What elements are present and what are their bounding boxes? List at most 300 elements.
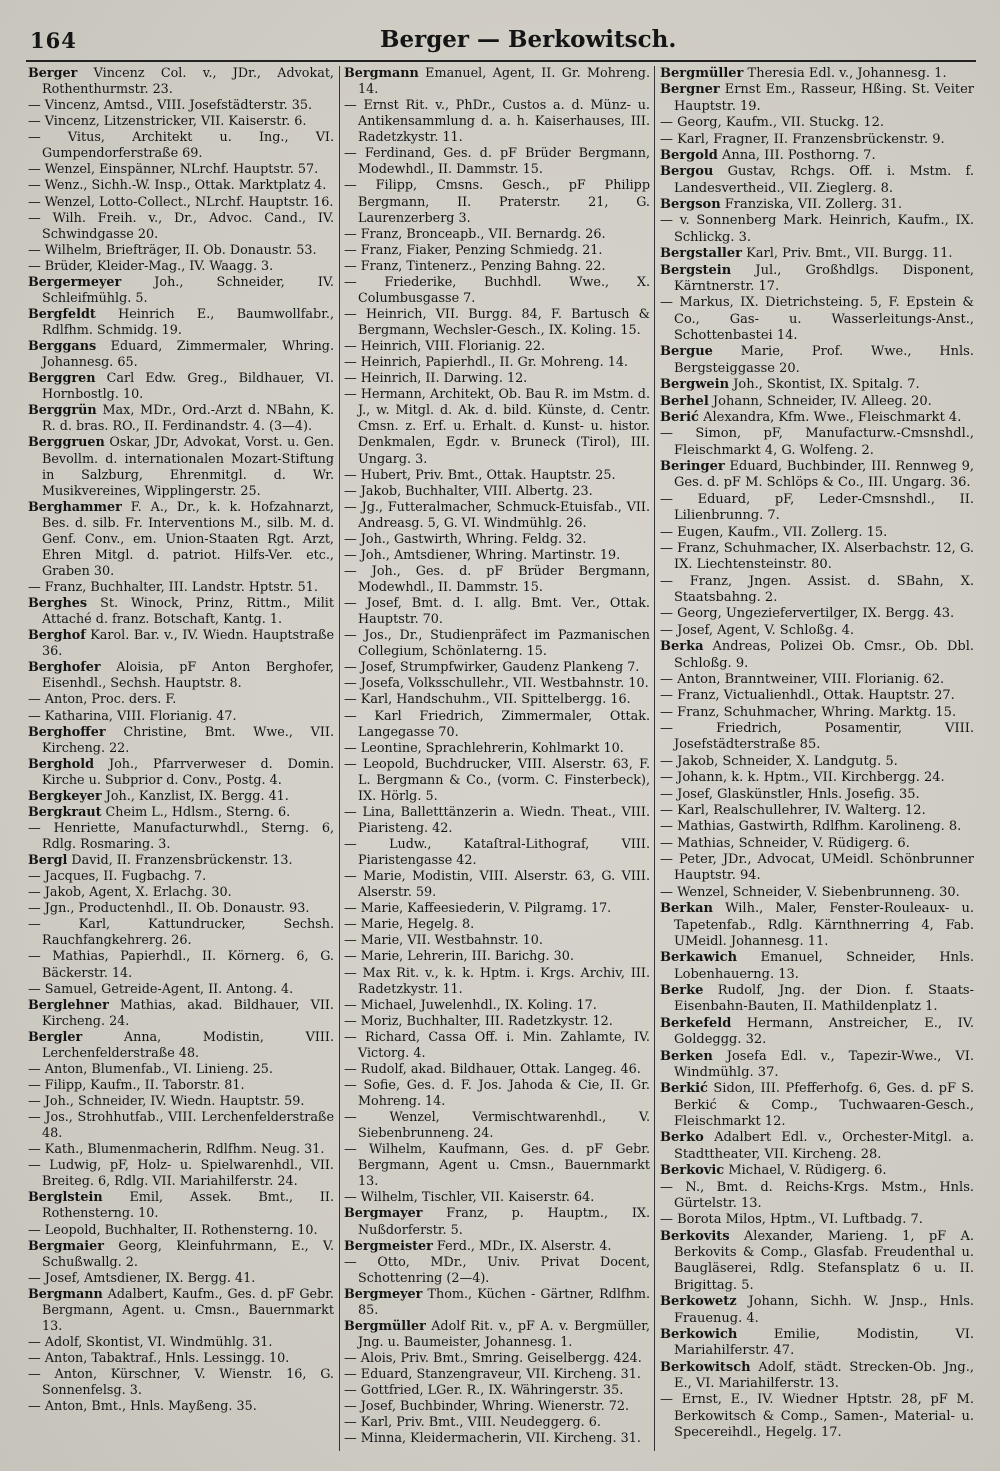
entry-details: — Sofie, Ges. d. F. Jos. Jahoda & Cie, II. Gr. Mohreng. 14.	[344, 1077, 650, 1109]
directory-entry	[660, 263, 974, 296]
directory-columns	[28, 66, 978, 1451]
entry-details: Georg, Kleinfuhrmann, E., V. Schußwallg. 2.	[42, 1238, 334, 1270]
directory-entry	[28, 1271, 334, 1287]
entry-surname: Berkawich	[660, 950, 738, 966]
directory-entry	[28, 660, 334, 692]
entry-details: — Karl, Priv. Bmt., VIII. Neudeggerg. 6.	[344, 1415, 601, 1431]
entry-surname: Berkowetz	[660, 1294, 737, 1310]
entry-surname: Bergkraut	[28, 804, 102, 820]
entry-details: Sidon, III. Pfefferhofg. 6, Ges. d. pF S. Berkić & Comp., Tuchwaaren-Gesch., Fleischmarkt 12.	[674, 1081, 974, 1129]
entry-details: — Marie, VII. Westbahnstr. 10.	[344, 933, 543, 949]
directory-entry	[660, 197, 974, 213]
directory-entry	[28, 307, 334, 339]
entry-details: Carl Edw. Greg., Bildhauer, VI. Hornbostlg. 10.	[42, 371, 334, 403]
directory-entry	[660, 344, 974, 377]
directory-entry	[28, 1351, 334, 1367]
directory-entry	[28, 195, 334, 211]
directory-entry	[344, 339, 650, 355]
directory-entry	[344, 355, 650, 371]
entry-details: — Borota Milos, Hptm., VI. Luftbadg. 7.	[660, 1212, 923, 1228]
directory-entry	[28, 500, 334, 580]
directory-entry	[344, 275, 650, 307]
directory-entry	[660, 688, 974, 704]
directory-entry	[28, 1190, 334, 1222]
entry-details: Emanuel, Schneider, Hnls. Lobenhauerng. 13.	[674, 950, 974, 982]
page-number: 164	[30, 28, 77, 53]
entry-details: — Josefa, Volksschullehr., VII. Westbahnstr. 10.	[344, 676, 649, 692]
directory-entry	[344, 1287, 650, 1319]
entry-details: — Jakob, Buchhalter, VIII. Albertg. 23.	[344, 483, 593, 499]
directory-entry	[344, 548, 650, 564]
directory-entry	[28, 1335, 334, 1351]
directory-entry	[344, 709, 650, 741]
entry-details: — Gottfried, LGer. R., IX. Währingerstr. 35.	[344, 1383, 624, 1399]
column-divider	[654, 66, 655, 1451]
directory-entry	[344, 1030, 650, 1062]
entry-details: Michael, V. Rüdigerg. 6.	[724, 1163, 887, 1179]
directory-entry	[660, 787, 974, 803]
running-head: Berger — Berkowitsch.	[380, 26, 677, 53]
entry-details: — N., Bmt. d. Reichs-Krgs. Mstm., Hnls. Gürtelstr. 13.	[660, 1179, 974, 1211]
directory-entry	[660, 1392, 974, 1441]
entry-details: — Heinrich, Papierhdl., II. Gr. Mohreng. 14.	[344, 355, 628, 371]
directory-entry	[28, 1239, 334, 1271]
entry-details: Adalbert, Kaufm., Ges. d. pF Gebr. Bergmann, Agent. u. Cmsn., Bauernmarkt 13.	[42, 1286, 334, 1334]
entry-details: — Karl, Kattundrucker, Sechsh. Rauchfangkehrerg. 26.	[28, 917, 334, 949]
directory-entry	[344, 1431, 650, 1447]
directory-entry	[344, 1367, 650, 1383]
directory-entry	[344, 628, 650, 660]
directory-entry	[660, 1081, 974, 1130]
entry-details: — Wenzel, Schneider, V. Siebenbrunneng. 30.	[660, 884, 960, 900]
directory-entry	[660, 574, 974, 607]
entry-details: — Vincenz, Amtsd., VIII. Josefstädterstr. 35.	[28, 98, 313, 114]
entry-surname: Bergou	[660, 164, 714, 180]
directory-entry	[344, 1190, 650, 1206]
entry-details: Max, MDr., Ord.-Arzt d. NBahn, K. R. d. bras. RO., II. Ferdinandstr. 4. (3—4).	[42, 403, 334, 435]
header-rule	[26, 60, 976, 62]
directory-entry	[344, 1255, 650, 1287]
entry-details: — Jgn., Productenhdl., II. Ob. Donaustr. 93.	[28, 901, 310, 917]
directory-entry	[344, 307, 650, 339]
entry-details: St. Winock, Prinz, Rittm., Milit Attaché d. franz. Botschaft, Kantg. 1.	[42, 596, 334, 628]
entry-surname: Bergler	[28, 1029, 83, 1045]
directory-entry	[660, 803, 974, 819]
entry-details: Alexander, Marieng. 1, pF A. Berkovits & Comp., Glasfab. Freudenthal u. Baugläserei, Rdlg. Stefansplatz 6 u. II. Brigittag. 5.	[674, 1228, 974, 1293]
entry-details: — Ernst Rit. v., PhDr., Custos a. d. Münz- u. Antikensammlung d. a. h. Kaiserhauses, III. Radetzkystr. 11.	[344, 98, 650, 146]
entry-details: — Michael, Juwelenhdl., IX. Koling. 17.	[344, 997, 597, 1013]
entry-surname: Bergermeyer	[28, 274, 122, 290]
entry-surname: Berghof	[28, 628, 86, 644]
entry-details: — Wilhelm, Tischler, VII. Kaiserstr. 64.	[344, 1190, 595, 1206]
entry-details: — Josef, Amtsdiener, IX. Bergg. 41.	[28, 1270, 256, 1286]
directory-entry	[28, 628, 334, 660]
entry-surname: Berghofer	[28, 660, 101, 676]
entry-details: Hermann, Anstreicher, E., IV. Goldeggg. 32.	[674, 1015, 974, 1048]
entry-details: — Anton, Blumenfab., VI. Linieng. 25.	[28, 1061, 273, 1077]
entry-details: Thom., Küchen - Gärtner, Rdlfhm. 85.	[358, 1286, 650, 1318]
entry-details: — Anton, Bmt., Hnls. Mayßeng. 35.	[28, 1399, 257, 1415]
directory-entry	[28, 130, 334, 162]
entry-details: — Wilhelm, Briefträger, II. Ob. Donaustr. 53.	[28, 242, 317, 258]
entry-details: — Marie, Modistin, VIII. Alserstr. 63, G. VIII. Alserstr. 59.	[344, 869, 650, 901]
directory-entry	[344, 1239, 650, 1255]
directory-entry	[344, 564, 650, 596]
entry-details: — Brüder, Kleider-Mag., IV. Waagg. 3.	[28, 258, 274, 274]
directory-entry	[660, 66, 974, 82]
entry-details: — Jakob, Agent, X. Erlachg. 30.	[28, 885, 232, 901]
entry-details: Theresia Edl. v., Johannesg. 1.	[743, 66, 947, 81]
entry-surname: Berggans	[28, 339, 97, 355]
entry-details: — Ernst, E., IV. Wiedner Hptstr. 28, pF M. Berkowitsch & Comp., Samen-, Material- u. Specereihdl., Hegelg. 17.	[660, 1392, 974, 1441]
directory-entry	[660, 246, 974, 262]
entry-details: — Heinrich, VII. Burgg. 84, F. Bartusch & Bergmann, Wechsler-Gesch., IX. Koling. 15.	[344, 306, 650, 338]
directory-entry	[660, 148, 974, 164]
directory-entry	[660, 983, 974, 1016]
directory-entry	[344, 1110, 650, 1142]
entry-details: Ferd., MDr., IX. Alserstr. 4.	[432, 1238, 612, 1254]
entry-details: — Karl, Handschuhm., VII. Spittelbergg. 16.	[344, 692, 631, 708]
entry-details: — Mathias, Gastwirth, Rdlfhm. Karolineng. 8.	[660, 819, 962, 835]
column-3	[660, 66, 974, 1451]
directory-entry	[344, 66, 650, 98]
page-header	[0, 22, 1000, 62]
entry-surname: Bergner	[660, 82, 720, 98]
entry-details: Cheim L., Hdlsm., Sterng. 6.	[101, 804, 291, 820]
entry-surname: Berhel	[660, 393, 709, 409]
directory-entry	[660, 1016, 974, 1049]
entry-details: — Rudolf, akad. Bildhauer, Ottak. Langeg. 46.	[344, 1061, 641, 1077]
directory-entry	[344, 371, 650, 387]
directory-entry	[660, 1130, 974, 1163]
entry-details: — Eduard, Stanzengraveur, VII. Kircheng. 31.	[344, 1367, 641, 1383]
directory-entry	[344, 998, 650, 1014]
entry-surname: Bergstein	[660, 262, 732, 278]
directory-entry	[660, 852, 974, 885]
entry-details: — Jg., Futteralmacher, Schmuck-Etuisfab., VII. Andreasg. 5, G. VI. Windmühlg. 26.	[344, 499, 650, 531]
directory-entry	[660, 672, 974, 688]
directory-entry	[344, 1142, 650, 1190]
entry-details: Emanuel, Agent, II. Gr. Mohreng. 14.	[358, 66, 650, 98]
directory-entry	[28, 114, 334, 130]
entry-details: — Ludw., Kataſtral-Lithograf, VIII. Piaristengasse 42.	[344, 837, 650, 869]
entry-details: Rudolf, Jng. der Dion. f. Staats-Eisenbahn-Bauten, II. Mathildenplatz 1.	[674, 983, 974, 1015]
entry-details: — Friedrich, Posamentir, VIII. Josefstädterstraße 85.	[660, 721, 974, 753]
entry-details: — Anton, Tabaktraf., Hnls. Lessingg. 10.	[28, 1351, 290, 1366]
directory-entry	[344, 966, 650, 998]
entry-surname: Berka	[660, 639, 704, 655]
directory-entry	[660, 459, 974, 492]
entry-details: — Jos., Dr., Studienpräfect im Pazmanischen Collegium, Schönlaterng. 15.	[344, 628, 650, 660]
entry-surname: Berke	[660, 983, 704, 998]
entry-surname: Berghoffer	[28, 724, 106, 740]
entry-details: Aloisia, pF Anton Berghofer, Eisenhdl., Sechsh. Hauptstr. 8.	[42, 660, 334, 692]
directory-entry	[344, 837, 650, 869]
directory-entry	[28, 869, 334, 885]
directory-entry	[28, 805, 334, 821]
directory-entry	[660, 492, 974, 525]
directory-entry	[28, 725, 334, 757]
directory-entry	[28, 403, 334, 435]
entry-surname: Berghammer	[28, 499, 122, 515]
entry-details: — Josef, Agent, V. Schloßg. 4.	[660, 622, 855, 638]
entry-details: — Marie, Hegelg. 8.	[344, 917, 475, 933]
entry-details: — Hubert, Priv. Bmt., Ottak. Hauptstr. 25.	[344, 467, 616, 483]
entry-details: — Franz, Jngen. Assist. d. SBahn, X. Staatsbahng. 2.	[660, 573, 974, 605]
directory-entry	[28, 949, 334, 981]
entry-surname: Berkowich	[660, 1326, 738, 1342]
entry-details: Adalbert Edl. v., Orchester-Mitgl. a. Stadttheater, VII. Kircheng. 28.	[674, 1130, 974, 1162]
entry-surname: Bergue	[660, 344, 713, 360]
column-1	[28, 66, 334, 1451]
entry-details: — Anton, Proc. ders. F.	[28, 692, 177, 708]
directory-entry	[28, 1062, 334, 1078]
directory-entry	[344, 146, 650, 178]
entry-details: — Max Rit. v., k. k. Hptm. i. Krgs. Archiv, III. Radetzkystr. 11.	[344, 965, 650, 997]
directory-entry	[28, 435, 334, 499]
entry-surname: Bergstaller	[660, 246, 742, 262]
directory-entry	[660, 623, 974, 639]
directory-entry	[344, 949, 650, 965]
directory-entry	[344, 243, 650, 259]
entry-surname: Bergmann	[28, 1286, 103, 1302]
directory-entry	[660, 819, 974, 835]
directory-entry	[344, 532, 650, 548]
directory-entry	[28, 275, 334, 307]
directory-entry	[660, 426, 974, 459]
entry-surname: Berkan	[660, 901, 713, 917]
directory-entry	[660, 754, 974, 770]
entry-details: Franziska, VII. Zollerg. 31.	[720, 197, 902, 212]
entry-details: Johann, Schneider, IV. Alleeg. 20.	[708, 393, 932, 409]
directory-entry	[28, 1110, 334, 1142]
directory-entry	[660, 950, 974, 983]
directory-entry	[344, 869, 650, 901]
entry-details: — Richard, Cassa Off. i. Min. Zahlamte, IV. Victorg. 4.	[344, 1029, 650, 1061]
entry-details: — Josef, Strumpfwirker, Gaudenz Plankeng 7.	[344, 660, 640, 676]
entry-details: — Adolf, Skontist, VI. Windmühlg. 31.	[28, 1334, 273, 1350]
directory-entry	[28, 1142, 334, 1158]
directory-entry	[28, 1367, 334, 1399]
entry-details: — Mathias, Papierhdl., II. Körnerg. 6, G. Bäckerstr. 14.	[28, 949, 334, 981]
directory-entry	[344, 917, 650, 933]
directory-entry	[660, 1327, 974, 1360]
entry-details: Mathias, akad. Bildhauer, VII. Kircheng. 24.	[42, 997, 334, 1029]
directory-entry	[344, 1319, 650, 1351]
entry-details: Joh., Pfarrverweser d. Domin. Kirche u. Subprior d. Conv., Postg. 4.	[42, 756, 334, 788]
entry-details: Eduard, Zimmermaler, Whring. Johannesg. 65.	[42, 339, 334, 371]
entry-details: Anna, III. Posthorng. 7.	[717, 147, 876, 163]
directory-entry	[660, 1180, 974, 1213]
directory-entry	[28, 1223, 334, 1239]
directory-entry	[660, 541, 974, 574]
entry-details: — Alois, Priv. Bmt., Smring. Geiselbergg. 424.	[344, 1351, 642, 1366]
directory-entry	[28, 789, 334, 805]
directory-entry	[28, 98, 334, 114]
entry-details: — Wilh. Freih. v., Dr., Advoc. Cand., IV. Schwindgasse 20.	[28, 210, 334, 242]
entry-details: — Mathias, Schneider, V. Rüdigerg. 6.	[660, 835, 910, 851]
entry-details: — Karl, Fragner, II. Franzensbrückenstr. 9.	[660, 131, 945, 147]
entry-details: — Jakob, Schneider, X. Landgutg. 5.	[660, 753, 898, 769]
entry-details: — Georg, Kaufm., VII. Stuckg. 12.	[660, 115, 885, 131]
entry-surname: Bergold	[660, 147, 718, 163]
entry-details: — Franz, Schuhmacher, Whring. Marktg. 15.	[660, 704, 957, 720]
directory-entry	[28, 211, 334, 243]
entry-details: Christine, Bmt. Wwe., VII. Kircheng. 22.	[42, 724, 334, 756]
directory-entry	[28, 178, 334, 194]
entry-details: Adolf, städt. Strecken-Ob. Jng., E., VI. Mariahilferstr. 13.	[674, 1359, 974, 1391]
column-2	[344, 66, 650, 1451]
entry-surname: Berggren	[28, 371, 96, 387]
entry-details: — Jos., Strohhutfab., VIII. Lerchenfelderstraße 48.	[28, 1110, 334, 1142]
entry-details: — Lina, Balletttänzerin a. Wiedn. Theat., VIII. Piaristeng. 42.	[344, 804, 650, 836]
entry-surname: Berggruen	[28, 435, 105, 451]
directory-entry	[28, 853, 334, 869]
entry-details: — Franz, Fiaker, Penzing Schmiedg. 21.	[344, 242, 603, 258]
entry-details: — Joh., Ges. d. pF Brüder Bergmann, Modewhdl., II. Dammstr. 15.	[344, 563, 650, 595]
entry-surname: Berger	[28, 66, 78, 81]
entry-details: — v. Sonnenberg Mark. Heinrich, Kaufm., IX. Schlickg. 3.	[660, 213, 974, 245]
entry-details: — Vincenz, Litzenstricker, VII. Kaiserstr. 6.	[28, 114, 307, 130]
entry-details: — Moriz, Buchhalter, III. Radetzkystr. 12.	[344, 1013, 613, 1029]
entry-details: — Eduard, pF, Leder-Cmsnshdl., II. Lilienbrunng. 7.	[660, 491, 974, 524]
directory-entry	[660, 1229, 974, 1295]
entry-surname: Bergmüller	[660, 66, 744, 81]
entry-details: Adolf Rit. v., pF A. v. Bergmüller, Jng. u. Baumeister, Johannesg. 1.	[358, 1318, 650, 1350]
entry-details: — Wilhelm, Kaufmann, Ges. d. pF Gebr. Bergmann, Agent u. Cmsn., Bauernmarkt 13.	[344, 1142, 650, 1190]
directory-entry	[344, 1415, 650, 1431]
entry-details: — Franz, Buchhalter, III. Landstr. Hptstr. 51.	[28, 580, 318, 595]
entry-details: — Anton, Kürschner, V. Wienstr. 16, G. Sonnenfelsg. 3.	[28, 1367, 334, 1399]
entry-details: — Markus, IX. Dietrichsteing. 5, F. Epstein & Co., Gas- u. Wasserleitungs-Anst., Schottenbastei 14.	[660, 295, 974, 343]
entry-details: — Filipp, Cmsns. Gesch., pF Philipp Bergmann, II. Praterstr. 21, G. Laurenzerberg 3.	[344, 178, 650, 226]
directory-entry	[660, 770, 974, 786]
entry-details: — Leopold, Buchhalter, II. Rothensterng. 10.	[28, 1222, 318, 1238]
directory-entry	[660, 705, 974, 721]
directory-entry	[28, 709, 334, 725]
entry-details: David, II. Franzensbrückenstr. 13.	[67, 853, 293, 869]
entry-details: Eduard, Buchbinder, III. Rennweg 9, Ges. d. pF M. Schlöps & Co., III. Ungarg. 36.	[674, 459, 974, 491]
entry-details: Marie, Prof. Wwe., Hnls. Bergsteiggasse 20.	[674, 344, 974, 376]
entry-details: — Samuel, Getreide-Agent, II. Antong. 4.	[28, 981, 294, 997]
entry-details: Joh., Schneider, IV. Schleifmühlg. 5.	[42, 274, 334, 306]
directory-entry	[344, 98, 650, 146]
directory-entry	[660, 901, 974, 950]
entry-details: Alexandra, Kfm. Wwe., Fleischmarkt 4.	[698, 409, 962, 425]
directory-entry	[660, 132, 974, 148]
directory-entry	[660, 1294, 974, 1327]
directory-entry	[28, 1287, 334, 1335]
entry-surname: Bergkeyer	[28, 788, 102, 804]
directory-entry	[28, 66, 334, 98]
entry-surname: Bergfeldt	[28, 306, 96, 322]
entry-surname: Berkovits	[660, 1228, 730, 1244]
directory-entry	[660, 1212, 974, 1228]
directory-entry	[28, 1094, 334, 1110]
entry-surname: Bergmaier	[28, 1238, 104, 1254]
directory-entry	[28, 1030, 334, 1062]
entry-details: — Wenzel, Lotto-Collect., NLrchf. Hauptstr. 16.	[28, 194, 334, 210]
entry-details: F. A., Dr., k. k. Hofzahnarzt, Bes. d. silb. Fr. Interventions M., silb. M. d. Genf. Conv., em. Union-Staaten Rgt. Arzt, Ehren Mitgl. d. patriot. Hilfs-Ver. etc., Graben 30.	[42, 499, 334, 579]
entry-surname: Bergson	[660, 197, 721, 212]
directory-entry	[660, 1049, 974, 1082]
entry-details: — Friederike, Buchhdl. Wwe., X. Columbusgasse 7.	[344, 274, 650, 306]
directory-entry	[344, 596, 650, 628]
entry-surname: Bergmann	[344, 66, 419, 81]
entry-details: — Marie, Kaffeesiederin, V. Pilgramg. 17.	[344, 901, 612, 917]
entry-surname: Berkowitsch	[660, 1359, 751, 1375]
directory-entry	[28, 901, 334, 917]
directory-entry	[660, 115, 974, 131]
entry-surname: Beringer	[660, 459, 725, 474]
entry-details: — Wenzel, Einspänner, NLrchf. Hauptstr. 57.	[28, 162, 319, 178]
entry-surname: Berglehner	[28, 997, 109, 1013]
directory-entry	[28, 259, 334, 275]
directory-entry	[28, 885, 334, 901]
directory-entry	[660, 213, 974, 246]
directory-entry	[28, 692, 334, 708]
directory-entry	[344, 660, 650, 676]
directory-entry	[28, 998, 334, 1030]
entry-surname: Bergwein	[660, 377, 730, 393]
directory-entry	[344, 1206, 650, 1238]
entry-details: — Kath., Blumenmacherin, Rdlfhm. Neug. 31.	[28, 1142, 325, 1158]
directory-entry	[344, 227, 650, 243]
directory-entry	[28, 580, 334, 596]
entry-details: — Otto, MDr., Univ. Privat Docent, Schottenring (2—4).	[344, 1254, 650, 1286]
entry-details: — Karl Friedrich, Zimmermaler, Ottak. Langegasse 70.	[344, 708, 650, 740]
entry-details: Josefa Edl. v., Tapezir-Wwe., VI. Windmühlg. 37.	[674, 1048, 974, 1080]
entry-details: — Johann, k. k. Hptm., VII. Kirchbergg. 24.	[660, 770, 945, 786]
entry-details: — Josef, Buchbinder, Whring. Wienerstr. 72.	[344, 1399, 630, 1415]
entry-details: — Marie, Lehrerin, III. Barichg. 30.	[344, 949, 574, 965]
entry-details: — Peter, JDr., Advocat, UMeidl. Schönbrunner Hauptstr. 94.	[660, 852, 974, 884]
directory-entry	[344, 933, 650, 949]
entry-details: — Franz, Schuhmacher, IX. Alserbachstr. 12, G. IX. Liechtensteinstr. 80.	[660, 540, 974, 573]
directory-entry	[660, 525, 974, 541]
directory-entry	[344, 901, 650, 917]
entry-surname: Bergmüller	[344, 1318, 426, 1334]
entry-details: — Joh., Schneider, IV. Wiedn. Hauptstr. 59.	[28, 1094, 305, 1109]
directory-entry	[344, 1062, 650, 1078]
entry-details: — Leopold, Buchdrucker, VIII. Alserstr. 63, F. L. Bergmann & Co., (vorm. C. Finsterbeck), IX. Hörlg. 5.	[344, 756, 650, 804]
entry-surname: Berko	[660, 1130, 704, 1146]
entry-surname: Berić	[660, 409, 699, 425]
directory-entry	[344, 178, 650, 226]
entry-details: — Anton, Branntweiner, VIII. Florianig. 62.	[660, 671, 945, 687]
entry-details: — Josef, Bmt. d. I. allg. Bmt. Ver., Ottak. Hauptstr. 70.	[344, 596, 650, 628]
directory-entry	[660, 295, 974, 344]
entry-details: — Eugen, Kaufm., VII. Zollerg. 15.	[660, 524, 888, 540]
entry-details: Jul., Großhdlgs. Disponent, Kärntnerstr. 17.	[674, 262, 974, 294]
entry-surname: Bergl	[28, 853, 68, 869]
directory-entry	[28, 917, 334, 949]
entry-details: Johann, Sichh. W. Jnsp., Hnls. Frauenug. 4.	[674, 1294, 974, 1326]
entry-details: Anna, Modistin, VIII. Lerchenfelderstraße 48.	[42, 1029, 334, 1061]
directory-entry	[344, 484, 650, 500]
entry-surname: Berghes	[28, 596, 88, 612]
directory-entry	[28, 821, 334, 853]
entry-details: Emil, Assek. Bmt., II. Rothensterng. 10.	[42, 1190, 334, 1222]
entry-details: — Filipp, Kaufm., II. Taborstr. 81.	[28, 1077, 245, 1093]
directory-entry	[660, 394, 974, 410]
entry-surname: Berkefeld	[660, 1015, 732, 1031]
directory-entry	[28, 243, 334, 259]
entry-details: — Heinrich, VIII. Florianig. 22.	[344, 339, 546, 355]
entry-details: Franz, p. Hauptm., IX. Nußdorferstr. 5.	[358, 1206, 650, 1238]
entry-details: — Joh., Amtsdiener, Whring. Martinstr. 19.	[344, 547, 621, 563]
entry-details: — Wenz., Sichh.-W. Insp., Ottak. Marktplatz 4.	[28, 178, 327, 194]
